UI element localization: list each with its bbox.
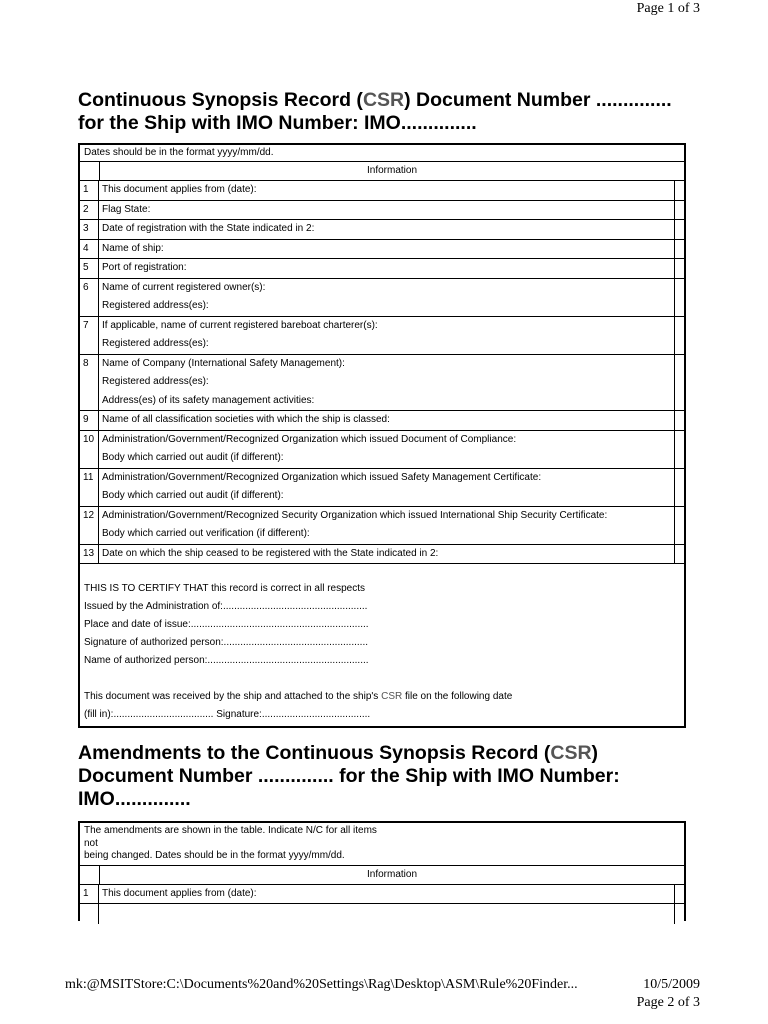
received-text: file on the following date (402, 691, 513, 702)
table-row (80, 317, 684, 355)
information-header-row (80, 162, 684, 181)
table-row (80, 885, 684, 905)
page-title (78, 89, 672, 135)
row-number: 1 (80, 885, 99, 904)
record-rows (80, 181, 684, 564)
row-number: 9 (80, 411, 99, 430)
row-text: Name of current registered owner(s): (102, 281, 266, 293)
fill-in-signature-field: (fill in):.................................... Signature:....................................... (84, 709, 371, 720)
table-row-empty (80, 904, 684, 924)
row-text: Body which carried out audit (if different): (102, 490, 284, 501)
title-text: Continuous Synopsis Record ( (78, 89, 363, 111)
row-number: 1 (80, 181, 99, 200)
row-number: 10 (80, 431, 99, 468)
table-row (80, 279, 684, 317)
note-line: The amendments are shown in the table. Indicate N/C for all items (84, 825, 377, 836)
row-number: 13 (80, 545, 99, 564)
received-text: This document was received by the ship and attached to the ship's (84, 691, 382, 702)
row-number: 7 (80, 317, 99, 354)
note-line: being changed. Dates should be in the format yyyy/mm/dd. (84, 850, 345, 861)
row-number: 6 (80, 279, 99, 316)
row-number: 3 (80, 220, 99, 239)
date-format-note: Dates should be in the format yyyy/mm/dd. (80, 145, 684, 162)
row-text: Body which carried out audit (if different): (102, 452, 284, 463)
title-text: IMO.............. (78, 788, 191, 810)
footer-date: 10/5/2009 (643, 977, 700, 992)
amendments-title (78, 742, 620, 811)
authorized-name-field: Name of authorized person:.......................................................... (84, 655, 369, 666)
table-row (80, 259, 684, 279)
row-text: Date on which the ship ceased to be registered with the State indicated in 2: (102, 547, 439, 559)
csr-term: CSR (381, 691, 403, 702)
row-number: 12 (80, 507, 99, 544)
row-text: Name of ship: (102, 242, 164, 254)
row-number: 11 (80, 469, 99, 506)
row-text: Administration/Government/Recognized Security Organization which issued International Ship Security Certificate: (102, 509, 608, 521)
table-row (80, 431, 684, 469)
row-text: Port of registration: (102, 262, 187, 273)
row-text: Registered address(es): (102, 300, 209, 311)
csr-term: CSR (362, 89, 405, 111)
row-text: Administration/Government/Recognized Organization which issued Safety Management Certificate: (102, 471, 542, 483)
row-text: This document applies from (date): (102, 887, 257, 899)
information-header: Information (366, 868, 418, 880)
table-row (80, 220, 684, 240)
issued-by-field: Issued by the Administration of:.................................................... (84, 601, 368, 612)
table-row (80, 411, 684, 431)
table-row (80, 355, 684, 412)
row-text: Name of Company (International Safety Management): (102, 357, 345, 369)
row-text: Body which carried out verification (if different): (102, 528, 310, 539)
table-row (80, 545, 684, 565)
note-line: not (84, 837, 98, 849)
title-text: ) Document Number .............. (404, 89, 672, 111)
row-text: Address(es) of its safety management activities: (102, 394, 315, 406)
row-text: If applicable, name of current registered bareboat charterer(s): (102, 319, 378, 331)
row-text: Registered address(es): (102, 376, 209, 387)
row-text: Flag State: (102, 203, 151, 215)
place-date-field: Place and date of issue:................................................................ (84, 619, 369, 630)
table-row (80, 469, 684, 507)
information-header: Information (366, 165, 418, 176)
row-number: 8 (80, 355, 99, 411)
title-text: Document Number .............. for the Ship with IMO Number: (78, 765, 620, 787)
row-text: Registered address(es): (102, 338, 209, 349)
information-header-row (80, 866, 684, 885)
page-number-bottom: Page 2 of 3 (636, 995, 700, 1010)
row-text: This document applies from (date): (102, 184, 257, 195)
table-row (80, 507, 684, 545)
table-row (80, 240, 684, 260)
row-text: Date of registration with the State indicated in 2: (102, 223, 315, 234)
title-text: Amendments to the Continuous Synopsis Record ( (78, 742, 551, 764)
footer-path: mk:@MSITStore:C:\Documents%20and%20Settings\Rag\Desktop\ASM\Rule%20Finder... (65, 977, 578, 992)
title-text: ) (591, 742, 599, 764)
received-statement (84, 688, 680, 706)
row-text: Administration/Government/Recognized Organization which issued Document of Compliance: (102, 433, 517, 445)
row-number: 4 (80, 240, 99, 259)
table-row (80, 181, 684, 201)
csr-term: CSR (550, 742, 592, 764)
row-number: 5 (80, 259, 99, 278)
table-row (80, 201, 684, 221)
amendments-note (80, 823, 684, 866)
row-text: Name of all classification societies with which the ship is classed: (102, 414, 390, 425)
row-number: 2 (80, 201, 99, 220)
page-number-top: Page 1 of 3 (636, 1, 700, 16)
title-text: for the Ship with IMO Number: IMO.............. (78, 112, 477, 134)
certify-statement: THIS IS TO CERTIFY THAT this record is correct in all respects (84, 583, 366, 594)
certification-section (80, 564, 684, 724)
amendments-table (78, 821, 686, 921)
csr-record-table (78, 143, 686, 728)
signature-field: Signature of authorized person:.................................................... (84, 637, 369, 648)
